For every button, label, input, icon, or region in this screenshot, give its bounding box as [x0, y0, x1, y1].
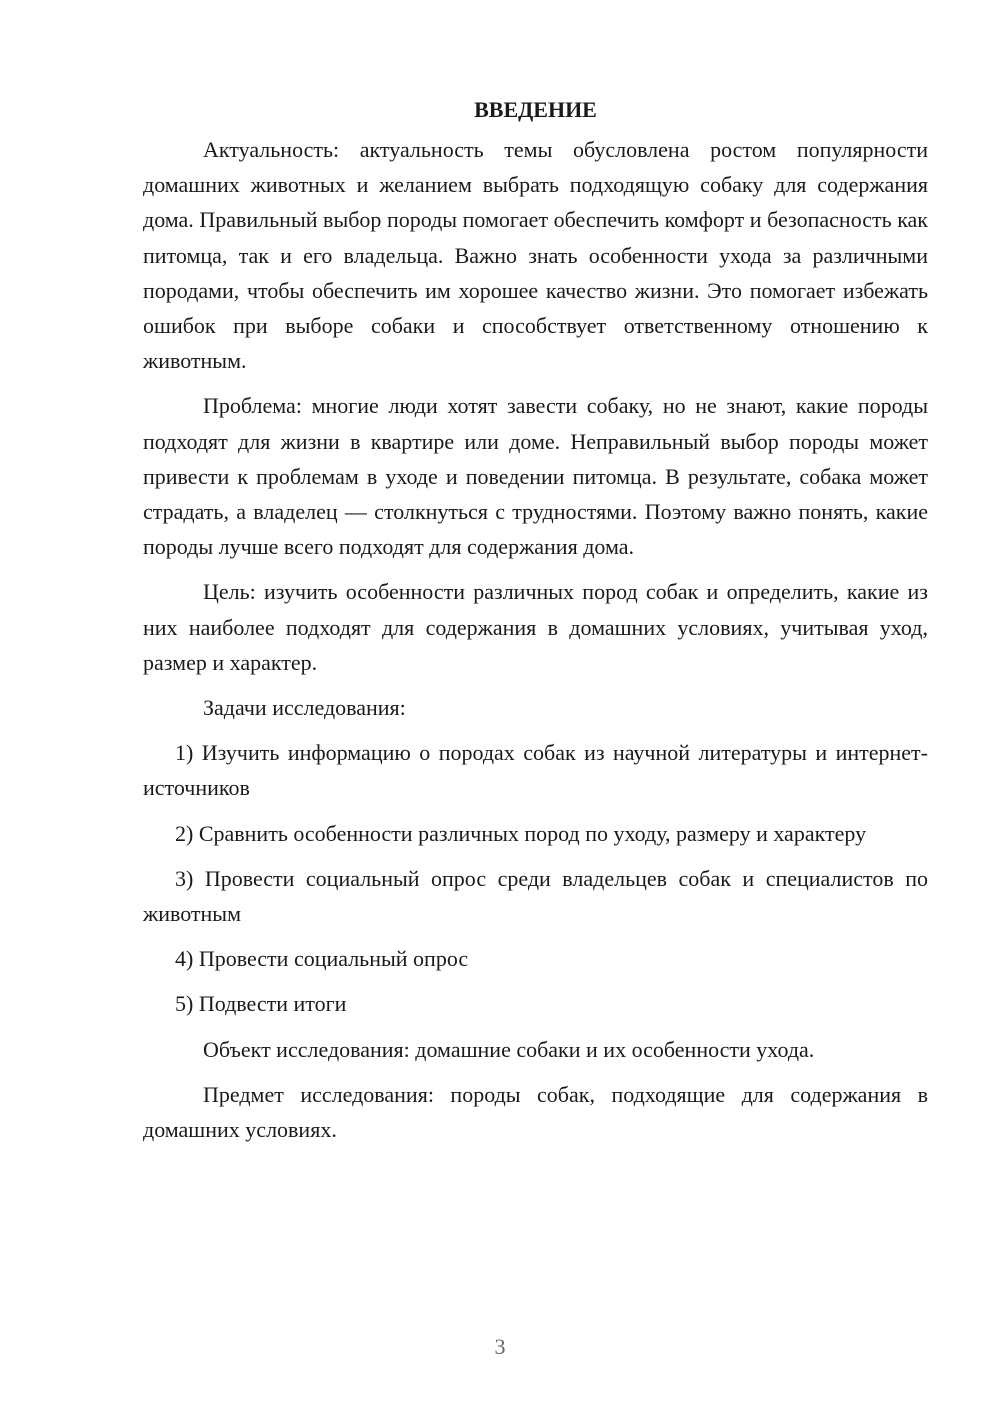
task-item: 2) Сравнить особенности различных пород по уходу, размеру и характеру — [175, 820, 867, 846]
task-item: 5) Подвести итоги — [175, 991, 347, 1017]
task-item: 1) Изучить информацию о породах собак из научной литературы и интернет-источников — [143, 740, 928, 801]
task-item: 4) Провести социальный опрос — [175, 946, 469, 972]
relevance-paragraph: Актуальность: актуальность темы обусловлена ростом популярности домашних животных и желанием выбрать подходящую собаку для содержания дома. Правильный выбор породы помогает обеспечить комфорт и безопасность как питомца, так и его владельца. Важно знать особенности ухода за различными породами, чтобы обеспечить им хорошее качество жизни. Это помогает избежать ошибок при выборе собаки и способствует ответственному отношению к животным. — [143, 137, 928, 374]
tasks-heading: Задачи исследования: — [203, 695, 406, 721]
research-object-paragraph: Объект исследования: домашние собаки и их особенности ухода. — [203, 1036, 815, 1062]
section-title: ВВЕДЕНИЕ — [474, 97, 597, 122]
problem-paragraph: Проблема: многие люди хотят завести собаку, но не знают, какие породы подходят для жизни в квартире или доме. Неправильный выбор породы может привести к проблемам в уходе и поведении питомца. В результате, собака может страдать, а владелец — столкнуться с трудностями. Поэтому важно понять, какие породы лучше всего подходят для содержания дома. — [143, 393, 928, 560]
goal-paragraph: Цель: изучить особенности различных пород собак и определить, какие из них наиболее подходят для содержания в домашних условиях, учитывая уход, размер и характер. — [143, 579, 928, 675]
document-page — [143, 92, 928, 1157]
research-subject-paragraph: Предмет исследования: породы собак, подходящие для содержания в домашних условиях. — [143, 1081, 928, 1143]
task-item: 3) Провести социальный опрос среди владельцев собак и специалистов по животным — [143, 865, 928, 927]
page-number: 3 — [494, 1334, 506, 1359]
